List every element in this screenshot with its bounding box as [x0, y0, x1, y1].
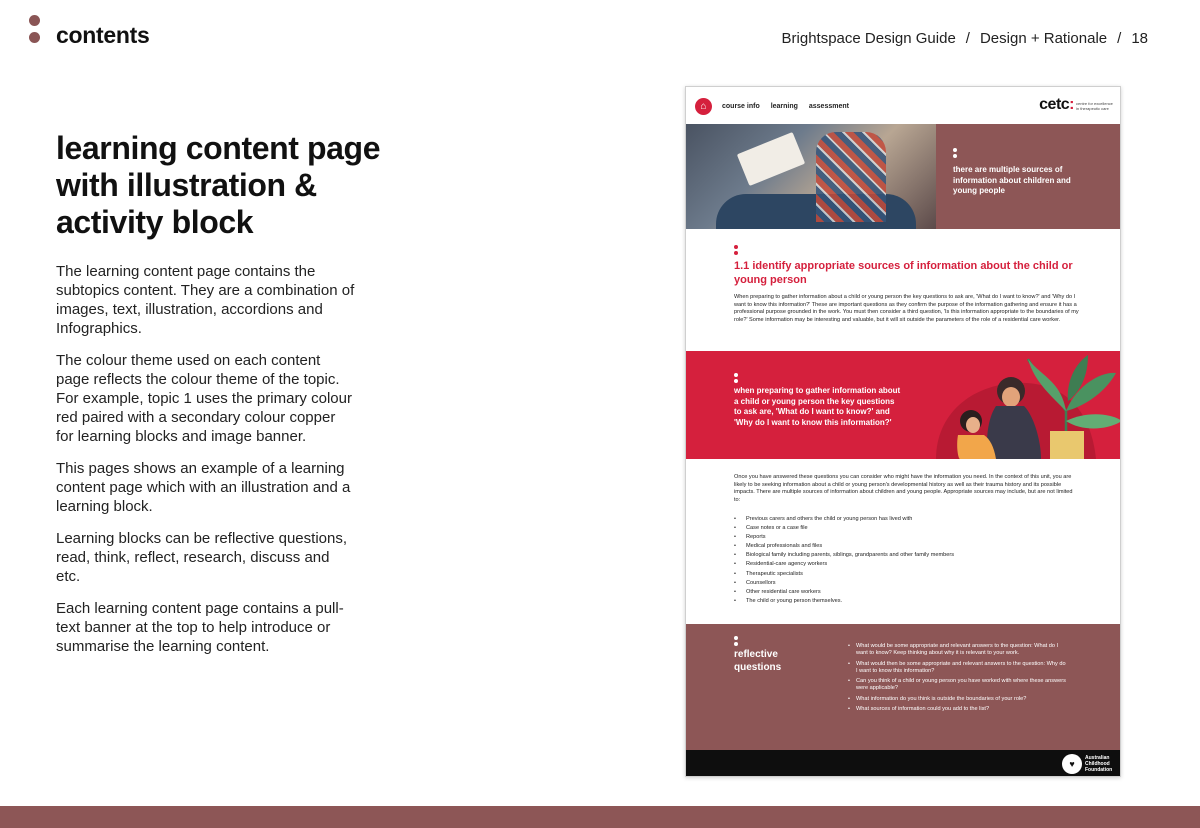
acf-logo-text: Australian Childhood Foundation	[1085, 755, 1113, 773]
reflective-list	[848, 643, 1068, 716]
section-title: contents	[56, 22, 150, 48]
list-item: • Therapeutic specialists	[734, 570, 1074, 579]
list-item: • Biological family including parents, siblings, grandparents and other family members	[734, 551, 1074, 560]
preview-nav	[686, 87, 1121, 124]
reflective-dots-icon	[734, 636, 738, 648]
sources-list	[734, 515, 1074, 606]
nav-link-course-info[interactable]: course info	[722, 103, 760, 110]
page-heading: learning content page with illustration & activity block	[56, 130, 381, 240]
page-preview	[685, 86, 1121, 777]
breadcrumb-separator: /	[965, 30, 970, 47]
content-body: Once you have answered these questions you can consider who might have the information you need. In the context of this unit, you are likely to be seeking information about a child or young person's developmental history as well as their trauma history and its possible impacts. There are multiple sources of information about children and young people. Appropriate sources may include, but are not limited to:	[734, 474, 1073, 503]
list-item: • Residential-care agency workers	[734, 560, 1074, 569]
reflective-question: • Can you think of a child or young person you have worked with where these answers were applicable?	[848, 678, 1068, 693]
reflective-question: • What would then be some appropriate and relevant answers to the question: Why do I want to know this information?	[848, 661, 1068, 676]
hero-photo	[686, 124, 936, 229]
page-number: 18	[1131, 30, 1148, 47]
list-item: • Counsellors	[734, 579, 1074, 588]
breadcrumb	[782, 30, 1148, 47]
cetc-logo: cetc:	[1039, 96, 1074, 113]
list-item: • Medical professionals and files	[734, 542, 1074, 551]
preview-nav-links	[722, 103, 858, 110]
hero-pull-text: there are multiple sources of information about children and young people	[953, 165, 1071, 195]
paragraph: Learning blocks can be reflective questions, read, think, reflect, research, discuss and etc.	[56, 530, 348, 585]
quote-dots-icon	[734, 373, 738, 385]
list-item: • Case notes or a case file	[734, 524, 1074, 533]
breadcrumb-guide[interactable]: Brightspace Design Guide	[781, 30, 956, 47]
breadcrumb-section[interactable]: Design + Rationale	[979, 30, 1108, 47]
paragraph: The learning content page contains the subtopics content. They are a combination of images, text, illustration, accordions and Infographics.	[56, 263, 355, 337]
paragraph: The colour theme used on each content page reflects the colour theme of the topic. For example, topic 1 uses the primary colour red paired with a secondary colour copper for learning blocks and image banner.	[56, 352, 352, 445]
hero-dots-icon	[953, 148, 957, 160]
list-item: • Other residential care workers	[734, 588, 1074, 597]
list-item: • The child or young person themselves.	[734, 597, 1074, 606]
paragraph: This pages shows an example of a learning content page which with an illustration and a learning block.	[56, 460, 351, 515]
reflective-questions-block	[686, 624, 1121, 750]
heart-logo-icon: ♥	[1062, 754, 1082, 774]
nav-link-learning[interactable]: learning	[770, 103, 798, 110]
reflective-title: reflective questions	[734, 649, 782, 673]
breadcrumb-separator: /	[1117, 30, 1122, 47]
home-icon[interactable]: ⌂	[695, 98, 712, 115]
reflective-question: • What would be some appropriate and relevant answers to the question: What do I want to know? Keep thinking about why it is relevant to your work.	[848, 643, 1068, 658]
quote-banner	[686, 351, 1121, 459]
preview-footer	[686, 750, 1121, 777]
section-dots-icon	[734, 245, 738, 257]
list-item: • Reports	[734, 533, 1074, 542]
paragraph: Each learning content page contains a pull-text banner at the top to help introduce or summarise the learning content.	[56, 600, 344, 655]
reflective-question: • What information do you think is outside the boundaries of your role?	[848, 696, 1068, 703]
reflective-question: • What sources of information could you add to the list?	[848, 706, 1068, 713]
nav-link-assessment[interactable]: assessment	[808, 103, 849, 110]
bottom-bar	[0, 806, 1200, 828]
section-body: When preparing to gather information about a child or young person the key questions to ask are, 'What do I want to know?' and 'Why do I want to know this information?' These are important questions as they confirm the purpose of the information gathering and ensure it has a professional purpose grounded in the work. You must then consider a third question, 'Is this information appropriate to the boundaries of my role?' Some information may be interesting and valuable, but it will sit outside the parameters of the role of a residential care worker.	[734, 294, 1079, 323]
list-item: • Previous carers and others the child or young person has lived with	[734, 515, 1074, 524]
header-dots-icon	[29, 15, 43, 49]
illustration-icon	[916, 351, 1121, 459]
hero-banner	[686, 124, 1121, 229]
quote-text: when preparing to gather information about a child or young person the key questions to ask are, 'What do I want to know?' and 'Why do I want to know this information?'	[734, 386, 901, 427]
cetc-logo-subtitle: centre for excellence in therapeutic care	[1076, 101, 1113, 111]
description	[56, 262, 356, 669]
section-heading: 1.1 identify appropriate sources of information about the child or young person	[734, 260, 1073, 286]
